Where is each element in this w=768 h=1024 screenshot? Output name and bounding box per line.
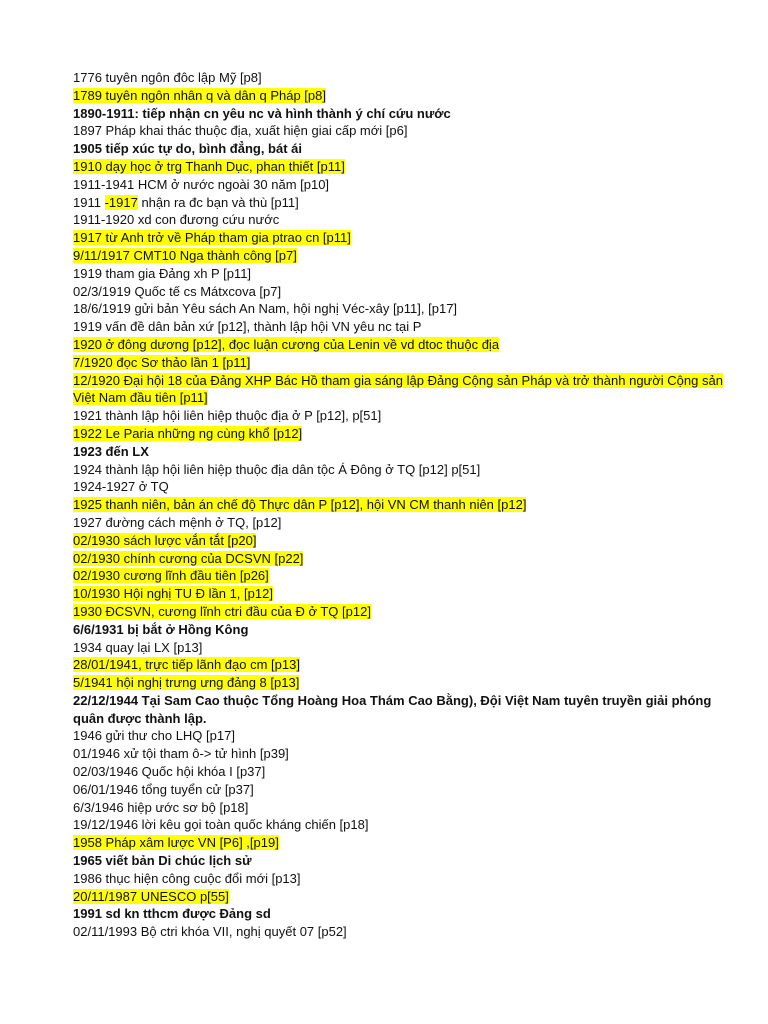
timeline-line	[73, 514, 733, 532]
timeline-line	[73, 496, 733, 514]
line-text: 1911-1941 HCM ở nước ngoài 30 năm [p10]	[73, 176, 330, 192]
line-text: 1924-1927 ở TQ	[73, 479, 169, 495]
line-text: 1930 ĐCSVN, cương lĩnh ctri đầu của Đ ở TQ [p12]	[73, 603, 371, 619]
line-text: 02/1930 cương lĩnh đầu tiên [p26]	[73, 568, 269, 584]
timeline-line	[73, 425, 733, 443]
timeline-line	[73, 621, 733, 639]
timeline-line	[73, 87, 733, 105]
timeline-line	[73, 283, 733, 301]
timeline-line	[73, 194, 733, 212]
line-text: 1910 dạy học ở trg Thanh Dục, phan thiết [p11]	[73, 158, 345, 174]
timeline-line	[73, 692, 733, 728]
line-text: 1986 thục hiện công cuộc đổi mới [p13]	[73, 870, 301, 886]
line-text: 06/01/1946 tổng tuyển cử [p37]	[73, 781, 254, 797]
timeline-line	[73, 799, 733, 817]
timeline-line	[73, 247, 733, 265]
line-text: 1965 viết bản Di chúc lịch sử	[73, 853, 252, 869]
line-segment: 1911	[73, 194, 105, 210]
line-text: 9/11/1917 CMT10 Nga thành công [p7]	[73, 247, 297, 263]
timeline-line	[73, 336, 733, 354]
line-text: 28/01/1941, trực tiếp lãnh đạo cm [p13]	[73, 657, 300, 673]
line-text: 1920 ở đông dương [p12], đọc luận cương của Lenin về vd dtoc thuộc địa	[73, 336, 500, 352]
line-text: 1925 thanh niên, bản án chế độ Thực dân P [p12], hội VN CM thanh niên [p12]	[73, 497, 527, 513]
line-text: 02/1930 chính cương của DCSVN [p22]	[73, 550, 304, 566]
timeline-line	[73, 211, 733, 229]
line-text: 12/1920 Đại hội 18 của Đảng XHP Bác Hồ tham gia sáng lập Đảng Cộng sản Pháp và trở thành người Cộng sản Việt Nam đầu tiên [p11]	[73, 372, 723, 406]
line-text: 1890-1911: tiếp nhận cn yêu nc và hình thành ý chí cứu nước	[73, 105, 451, 121]
timeline-line	[73, 905, 733, 923]
line-text: 1923 đến LX	[73, 443, 149, 459]
line-text: 02/03/1946 Quốc hội khóa I [p37]	[73, 764, 266, 780]
line-text: 1946 gửi thư cho LHQ [p17]	[73, 728, 235, 744]
line-text: 1922 Le Paria những ng cùng khổ [p12]	[73, 425, 303, 441]
timeline-line	[73, 300, 733, 318]
timeline-line	[73, 265, 733, 283]
line-text: 02/1930 sách lược vắn tắt [p20]	[73, 532, 257, 548]
timeline-line	[73, 639, 733, 657]
timeline-line	[73, 656, 733, 674]
line-text: 22/12/1944 Tại Sam Cao thuộc Tổng Hoàng Hoa Thám Cao Bằng), Đội Việt Nam tuyên truyền giải phóng quân được thành lập.	[73, 692, 712, 726]
line-text: 18/6/1919 gửi bản Yêu sách An Nam, hội nghị Véc-xây [p11], [p17]	[73, 301, 458, 317]
timeline-line	[73, 532, 733, 550]
timeline-line	[73, 550, 733, 568]
line-text: 6/6/1931 bị bắt ở Hồng Kông	[73, 621, 249, 637]
line-text: 7/1920 đọc Sơ thảo lần 1 [p11]	[73, 354, 251, 370]
line-text: 1934 quay lại LX [p13]	[73, 639, 203, 655]
timeline-line	[73, 781, 733, 799]
line-segment: nhận ra đc bạn và thù [p11]	[137, 194, 299, 210]
line-text: 1958 Pháp xâm lược VN [P6] ,[p19]	[73, 835, 279, 851]
timeline-line	[73, 834, 733, 852]
timeline-line	[73, 567, 733, 585]
timeline-line	[73, 478, 733, 496]
line-segment: -1917	[104, 194, 138, 210]
timeline-line	[73, 727, 733, 745]
line-text: 1911-1920 xd con đương cứu nước	[73, 212, 280, 228]
timeline-line	[73, 407, 733, 425]
line-text: 19/12/1946 lời kêu gọi toàn quốc kháng chiến [p18]	[73, 817, 369, 833]
timeline-line	[73, 888, 733, 906]
timeline-line	[73, 229, 733, 247]
line-text: 1921 thành lập hội liên hiệp thuộc địa ở P [p12], p[51]	[73, 408, 382, 424]
timeline-line	[73, 816, 733, 834]
timeline-line	[73, 69, 733, 87]
line-text: 02/3/1919 Quốc tế cs Mátxcova [p7]	[73, 283, 282, 299]
timeline-line	[73, 443, 733, 461]
line-text: 1919 vấn đề dân bản xứ [p12], thành lập hội VN yêu nc tại P	[73, 319, 422, 335]
timeline-line	[73, 852, 733, 870]
line-text: 1919 tham gia Đảng xh P [p11]	[73, 265, 252, 281]
timeline-notes	[73, 69, 733, 941]
timeline-line	[73, 585, 733, 603]
timeline-line	[73, 763, 733, 781]
timeline-line	[73, 318, 733, 336]
line-text: 1776 tuyên ngôn đôc lập Mỹ [p8]	[73, 70, 262, 85]
timeline-line	[73, 745, 733, 763]
timeline-line	[73, 158, 733, 176]
line-text: 02/11/1993 Bộ ctri khóa VII, nghị quyết 07 [p52]	[73, 924, 347, 940]
timeline-line	[73, 461, 733, 479]
timeline-line	[73, 140, 733, 158]
timeline-line	[73, 122, 733, 140]
line-text: 1905 tiếp xúc tự do, bình đẳng, bát ái	[73, 141, 303, 157]
line-text: 1917 từ Anh trở về Pháp tham gia ptrao cn [p11]	[73, 230, 351, 246]
line-text: 5/1941 hội nghị trưng ưng đảng 8 [p13]	[73, 675, 300, 691]
timeline-line	[73, 372, 733, 408]
timeline-line	[73, 105, 733, 123]
line-text: 1897 Pháp khai thác thuộc địa, xuất hiện giai cấp mới [p6]	[73, 123, 408, 139]
timeline-line	[73, 923, 733, 941]
timeline-line	[73, 354, 733, 372]
timeline-line	[73, 870, 733, 888]
line-text: 20/11/1987 UNESCO p[55]	[73, 888, 229, 904]
timeline-line	[73, 603, 733, 621]
line-text: 1927 đường cách mệnh ở TQ, [p12]	[73, 514, 282, 530]
line-text: 1924 thành lập hội liên hiệp thuộc địa dân tộc Á Đông ở TQ [p12] p[51]	[73, 461, 481, 477]
line-text: 1991 sd kn tthcm được Đảng sd	[73, 906, 271, 922]
line-text: 1789 tuyên ngôn nhân q và dân q Pháp [p8]	[73, 87, 326, 103]
timeline-line	[73, 176, 733, 194]
line-text: 10/1930 Hội nghị TU Đ lần 1, [p12]	[73, 586, 273, 602]
timeline-line	[73, 674, 733, 692]
line-text: 01/1946 xử tội tham ô-> tử hình [p39]	[73, 746, 289, 762]
line-text: 6/3/1946 hiệp ước sơ bộ [p18]	[73, 799, 249, 815]
